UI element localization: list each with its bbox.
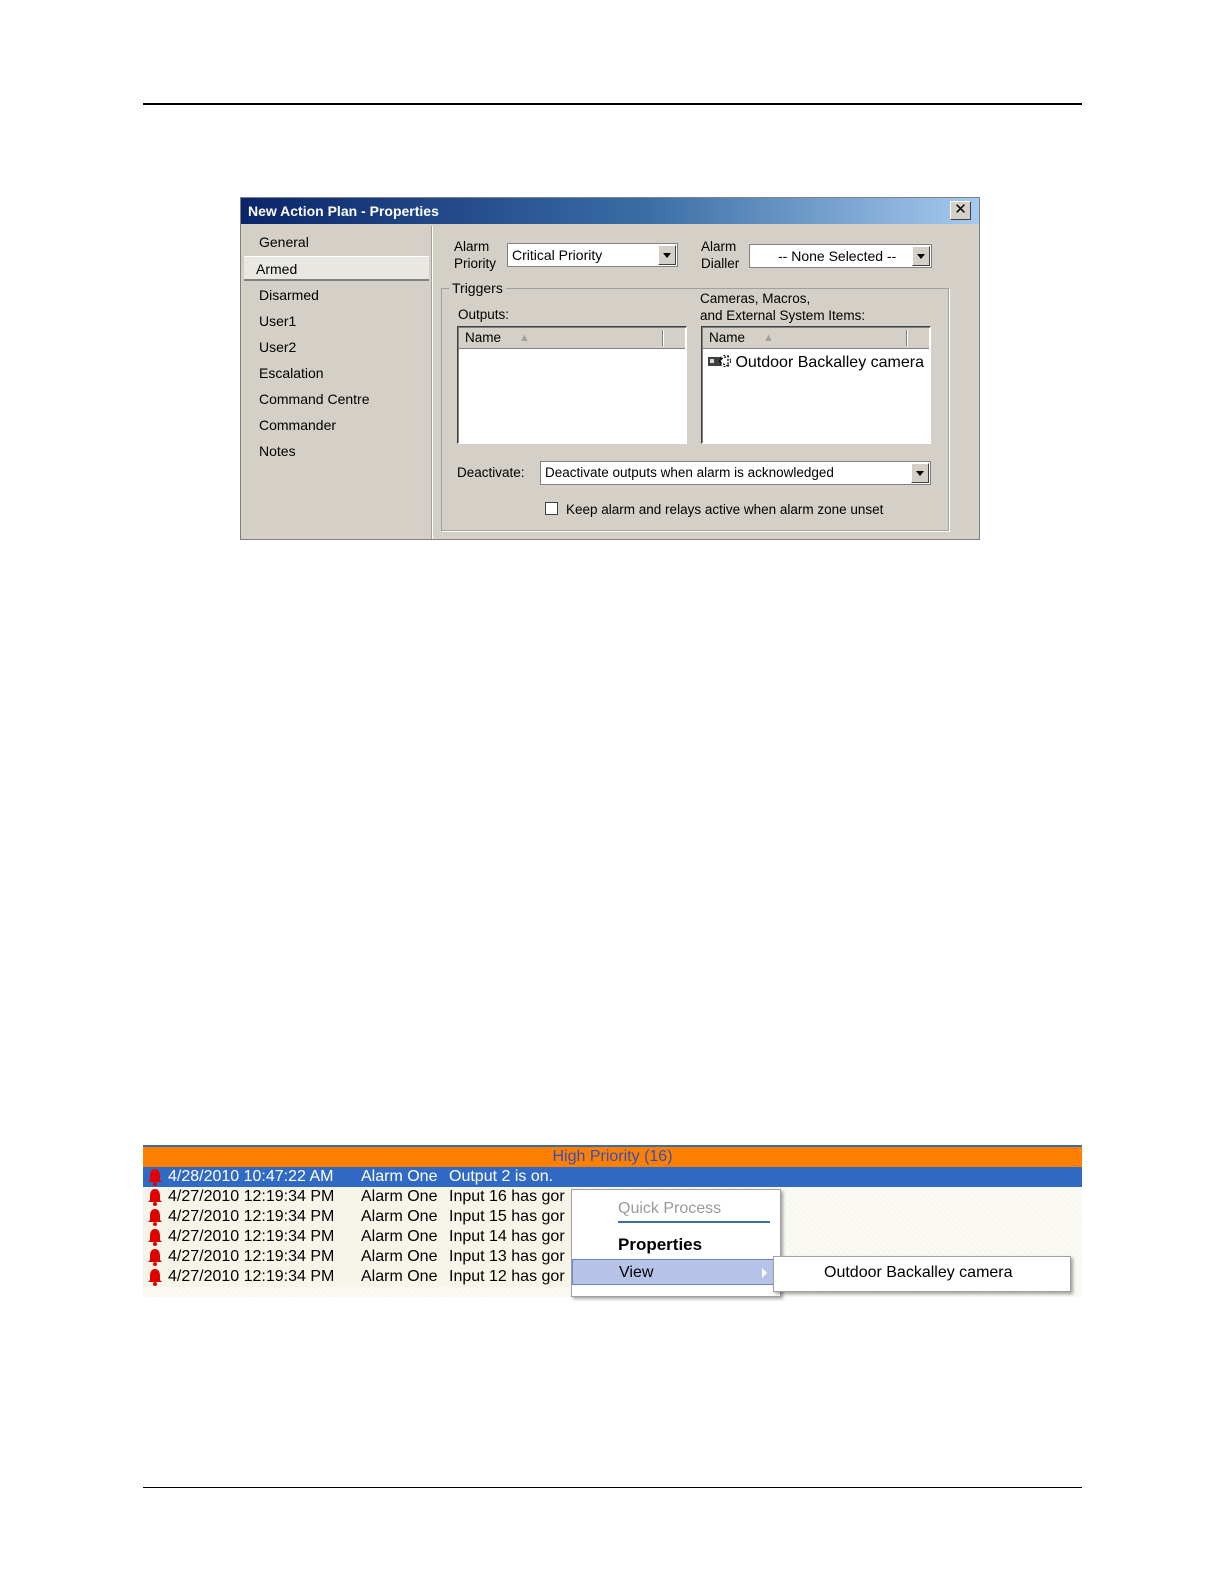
camera-list-item[interactable] bbox=[707, 353, 924, 372]
alarm-source: Alarm One bbox=[361, 1228, 438, 1245]
nav-item-command-centre[interactable]: Command Centre bbox=[259, 391, 370, 407]
menu-separator bbox=[618, 1221, 770, 1223]
nav-item-disarmed[interactable]: Disarmed bbox=[259, 287, 319, 303]
alarm-bell-icon bbox=[146, 1228, 164, 1246]
outputs-list-header bbox=[459, 328, 685, 349]
submenu-item-camera[interactable]: Outdoor Backalley camera bbox=[824, 1264, 1013, 1281]
page-bottom-rule bbox=[143, 1487, 1082, 1488]
view-menu-label: View bbox=[619, 1264, 654, 1281]
alarm-timestamp: 4/28/2010 10:47:22 AM bbox=[168, 1168, 334, 1185]
quick-process-menu-item[interactable]: Quick Process bbox=[618, 1200, 722, 1217]
alarm-dialler-value: -- None Selected -- bbox=[778, 248, 897, 264]
alarm-row[interactable] bbox=[143, 1227, 573, 1247]
alarm-row-selected[interactable] bbox=[143, 1167, 1082, 1187]
nav-item-escalation[interactable]: Escalation bbox=[259, 365, 324, 381]
cameras-name-column[interactable]: Name bbox=[709, 330, 746, 345]
camera-item-label: Outdoor Backalley camera bbox=[735, 354, 924, 371]
cameras-list-header bbox=[703, 328, 929, 349]
alarm-timestamp: 4/27/2010 12:19:34 PM bbox=[168, 1228, 335, 1245]
alarm-dialler-label-line2: Dialler bbox=[701, 256, 740, 271]
cameras-list[interactable] bbox=[701, 326, 931, 444]
alarm-bell-icon bbox=[146, 1248, 164, 1266]
alarm-bell-icon bbox=[146, 1208, 164, 1226]
priority-group-label: High Priority (16) bbox=[552, 1148, 673, 1165]
triggers-group-title: Triggers bbox=[449, 280, 506, 296]
alarm-message: Input 13 has gor bbox=[449, 1248, 565, 1265]
alarm-message: Input 15 has gor bbox=[449, 1208, 565, 1225]
alarm-timestamp: 4/27/2010 12:19:34 PM bbox=[168, 1248, 335, 1265]
nav-item-armed[interactable]: Armed bbox=[244, 256, 429, 281]
sort-ascending-icon: ▲ bbox=[763, 332, 774, 344]
nav-item-commander[interactable]: Commander bbox=[259, 417, 337, 433]
nav-item-user2[interactable]: User2 bbox=[259, 339, 297, 355]
alarm-row[interactable] bbox=[143, 1267, 573, 1287]
outputs-label: Outputs: bbox=[458, 307, 510, 322]
column-separator[interactable] bbox=[906, 330, 908, 346]
priority-group-header[interactable] bbox=[143, 1145, 1082, 1167]
alarm-dialler-select[interactable] bbox=[749, 244, 932, 268]
dialog-titlebar[interactable] bbox=[241, 198, 979, 224]
alarm-source: Alarm One bbox=[361, 1248, 438, 1265]
keep-alarm-checkbox[interactable] bbox=[545, 502, 558, 515]
page-top-rule bbox=[143, 103, 1082, 105]
column-separator[interactable] bbox=[662, 330, 664, 346]
alarm-message: Input 12 has gor bbox=[449, 1268, 565, 1285]
nav-divider bbox=[431, 226, 433, 540]
cameras-label-line1: Cameras, Macros, bbox=[700, 291, 811, 306]
alarm-bell-icon bbox=[146, 1188, 164, 1206]
deactivate-select[interactable] bbox=[540, 461, 931, 485]
dialog-title: New Action Plan - Properties bbox=[248, 203, 439, 219]
sort-ascending-icon: ▲ bbox=[519, 332, 530, 344]
view-submenu bbox=[773, 1256, 1071, 1292]
nav-item-general[interactable]: General bbox=[259, 234, 309, 250]
alarm-priority-value: Critical Priority bbox=[512, 247, 603, 263]
action-plan-properties-dialog bbox=[240, 197, 980, 540]
alarm-timestamp: 4/27/2010 12:19:34 PM bbox=[168, 1208, 335, 1225]
alarm-timestamp: 4/27/2010 12:19:34 PM bbox=[168, 1188, 335, 1205]
outputs-list[interactable] bbox=[457, 326, 687, 444]
properties-menu-item[interactable]: Properties bbox=[618, 1235, 703, 1254]
alarm-priority-label-line1: Alarm bbox=[454, 239, 490, 254]
alarm-message: Output 2 is on. bbox=[449, 1168, 554, 1185]
nav-list bbox=[244, 226, 431, 540]
nav-item-user1[interactable]: User1 bbox=[259, 313, 297, 329]
keep-alarm-label[interactable]: Keep alarm and relays active when alarm zone unset bbox=[566, 502, 884, 517]
alarm-priority-label-line2: Priority bbox=[454, 256, 497, 271]
close-icon: ✕ bbox=[954, 201, 967, 218]
alarm-row[interactable] bbox=[143, 1187, 573, 1207]
submenu-arrow-icon bbox=[762, 1268, 767, 1278]
outputs-name-column[interactable]: Name bbox=[465, 330, 502, 345]
alarm-row[interactable] bbox=[143, 1207, 573, 1227]
alarm-source: Alarm One bbox=[361, 1168, 438, 1185]
alarm-message: Input 14 has gor bbox=[449, 1228, 565, 1245]
alarm-message: Input 16 has gor bbox=[449, 1188, 565, 1205]
view-menu-item[interactable] bbox=[572, 1259, 778, 1285]
cameras-label-line2: and External System Items: bbox=[700, 308, 866, 323]
alarm-timestamp: 4/27/2010 12:19:34 PM bbox=[168, 1268, 335, 1285]
alarm-bell-icon bbox=[146, 1168, 164, 1186]
close-button[interactable] bbox=[950, 201, 971, 220]
alarm-priority-select[interactable] bbox=[507, 243, 678, 267]
alarm-dialler-label-line1: Alarm bbox=[701, 239, 737, 254]
chevron-down-icon[interactable] bbox=[912, 246, 930, 266]
chevron-down-icon[interactable] bbox=[911, 463, 929, 483]
camera-icon bbox=[707, 353, 731, 369]
alarm-row[interactable] bbox=[143, 1247, 573, 1267]
alarm-context-menu bbox=[571, 1189, 781, 1297]
deactivate-label: Deactivate: bbox=[457, 465, 525, 480]
alarm-source: Alarm One bbox=[361, 1268, 438, 1285]
alarm-bell-icon bbox=[146, 1268, 164, 1286]
deactivate-value: Deactivate outputs when alarm is acknowledged bbox=[545, 465, 834, 480]
alarm-source: Alarm One bbox=[361, 1188, 438, 1205]
alarm-source: Alarm One bbox=[361, 1208, 438, 1225]
nav-item-notes[interactable]: Notes bbox=[259, 443, 296, 459]
chevron-down-icon[interactable] bbox=[658, 245, 676, 265]
